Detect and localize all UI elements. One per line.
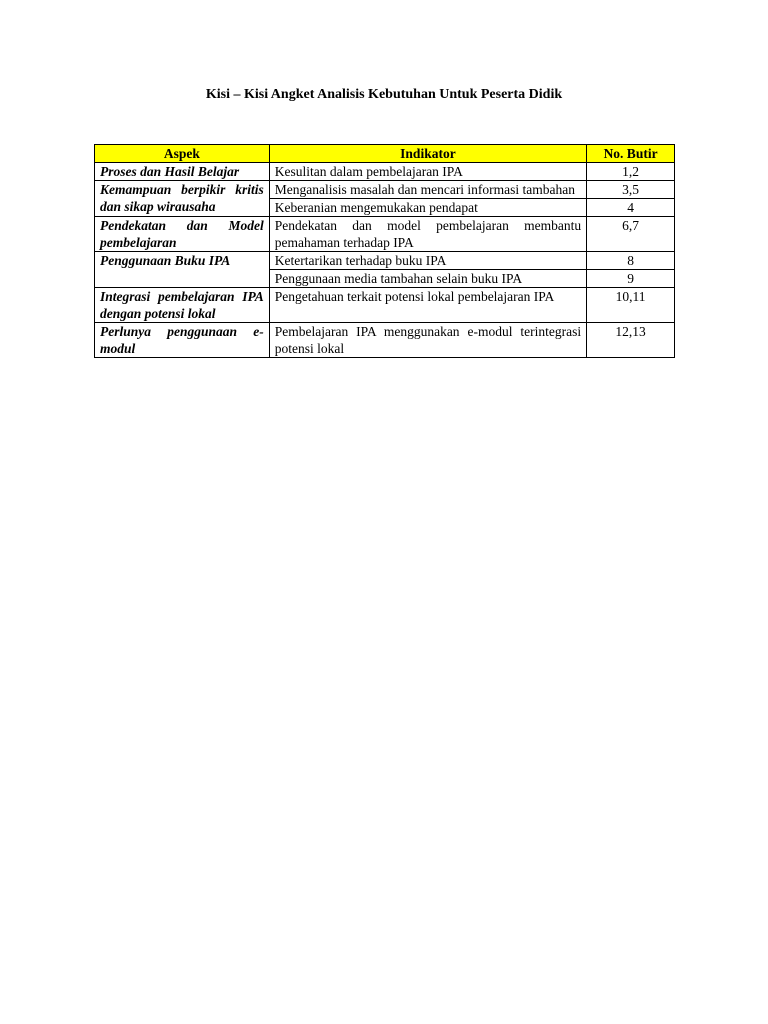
- indikator-cell: Pendekatan dan model pembelajaran membantu pemahaman terhadap IPA: [269, 217, 586, 252]
- table-row: [95, 252, 675, 270]
- butir-cell: 9: [587, 270, 675, 288]
- indikator-cell: Keberanian mengemukakan pendapat: [269, 199, 586, 217]
- butir-cell: 3,5: [587, 181, 675, 199]
- kisi-table: [94, 144, 675, 358]
- butir-cell: 4: [587, 199, 675, 217]
- butir-cell: 1,2: [587, 163, 675, 181]
- header-no-butir: No. Butir: [587, 145, 675, 163]
- indikator-cell: Kesulitan dalam pembelajaran IPA: [269, 163, 586, 181]
- aspek-cell: Integrasi pembelajaran IPA dengan potensi lokal: [95, 288, 270, 323]
- table-row: [95, 217, 675, 252]
- header-indikator: Indikator: [269, 145, 586, 163]
- butir-cell: 8: [587, 252, 675, 270]
- indikator-cell: Pembelajaran IPA menggunakan e-modul terintegrasi potensi lokal: [269, 323, 586, 358]
- table-header-row: [95, 145, 675, 163]
- table-row: [95, 288, 675, 323]
- butir-cell: 6,7: [587, 217, 675, 252]
- document-title: Kisi – Kisi Angket Analisis Kebutuhan Untuk Peserta Didik: [205, 87, 563, 102]
- header-aspek: Aspek: [95, 145, 270, 163]
- indikator-cell: Menganalisis masalah dan mencari informasi tambahan: [269, 181, 586, 199]
- table-row: [95, 323, 675, 358]
- butir-cell: 12,13: [587, 323, 675, 358]
- table-row: [95, 181, 675, 199]
- aspek-cell: Perlunya penggunaan e-modul: [95, 323, 270, 358]
- indikator-cell: Ketertarikan terhadap buku IPA: [269, 252, 586, 270]
- butir-cell: 10,11: [587, 288, 675, 323]
- aspek-cell: Kemampuan berpikir kritis dan sikap wirausaha: [95, 181, 270, 217]
- indikator-cell: Penggunaan media tambahan selain buku IPA: [269, 270, 586, 288]
- aspek-cell: Proses dan Hasil Belajar: [95, 163, 270, 181]
- aspek-cell: Penggunaan Buku IPA: [95, 252, 270, 288]
- indikator-cell: Pengetahuan terkait potensi lokal pembelajaran IPA: [269, 288, 586, 323]
- table-row: [95, 163, 675, 181]
- aspek-cell: Pendekatan dan Model pembelajaran: [95, 217, 270, 252]
